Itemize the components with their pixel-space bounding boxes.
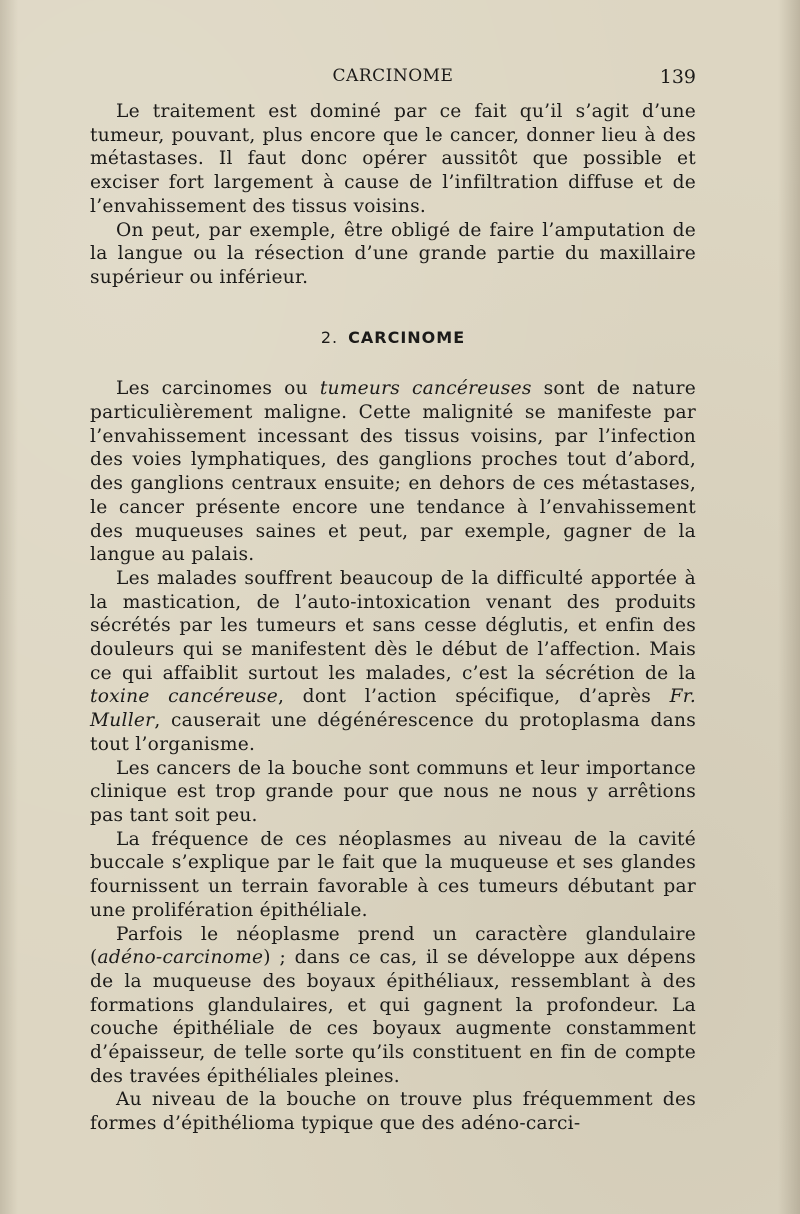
author-fr-muller: Fr. Muller <box>90 686 696 732</box>
paragraph-malades: Les malades souffrent beaucoup de la difficulté apportée à la mastication, de l’auto-intoxication venant des produits sécrétés par les tumeurs et sans cesse déglutis, et enfin des douleurs qui se manifestent dès le début de l’affection. Mais ce qui affaiblit surtout les malades, c’est la sécrétion de la toxine cancéreuse, dont l’action spécifique, d’après Fr. Muller, causerait une dégénérescence du protoplasma dans tout l’organisme. <box>90 567 696 755</box>
section-number: 2. <box>320 327 339 347</box>
term-adeno-carcinome: adéno-carcinome <box>97 947 264 969</box>
page-body <box>90 100 696 1136</box>
paragraph-amputation: On peut, par exemple, être obligé de faire l’amputation de la langue ou la résection d’une grande partie du maxillaire supérieur ou inférieur. <box>90 219 696 288</box>
section-heading <box>90 326 696 350</box>
running-title: CARCINOME <box>332 66 454 86</box>
term-toxine-cancereuse: toxine cancéreuse <box>90 686 278 708</box>
running-head <box>90 66 696 90</box>
paragraph-adeno-carcinome: Parfois le néoplasme prend un caractère glandulaire (adéno-carcinome) ; dans ce cas, il se développe aux dépens de la muqueuse des boyaux épithéliaux, ressemblant à des formations glandulaires, et qui gagnent la profondeur. La couche épithéliale de ces boyaux augmente constamment d’épaisseur, de telle sorte qu’ils constituent en fin de compte des travées épithéliales pleines. <box>90 923 696 1087</box>
paragraph-treatment: Le traitement est dominé par ce fait qu’il s’agit d’une tumeur, pouvant, plus encore que le cancer, donner lieu à des métastases. Il faut donc opérer aussitôt que possible et exciser fort largement à cause de l’infiltration diffuse et de l’envahissement des tissus voisins. <box>90 101 696 217</box>
page-number: 139 <box>659 66 696 88</box>
page-edge-shadow-right <box>778 0 800 1214</box>
paragraph-frequence: La fréquence de ces néoplasmes au niveau de la cavité buccale s’explique par le fait que la muqueuse et ses glandes fournissent un terrain favorable à ces tumeurs débutant par une prolifération épithéliale. <box>90 828 696 921</box>
section-title: CARCINOME <box>348 327 466 347</box>
page-edge-shadow-left <box>0 0 18 1214</box>
paragraph-carcinomes: Les carcinomes ou tumeurs cancéreuses sont de nature particulièrement maligne. Cette malignité se manifeste par l’envahissement incessant des tissus voisins, par l’infection des voies lymphatiques, des ganglions proches tout d’abord, des ganglions centraux ensuite; en dehors de ces métastases, le cancer présente encore une tendance à l’envahissement des muqueuses saines et peut, par exemple, gagner de la langue au palais. <box>90 378 697 566</box>
term-tumeurs-cancereuses: tumeurs cancéreuses <box>319 378 532 400</box>
paragraph-cancers-bouche: Les cancers de la bouche sont communs et leur importance clinique est trop grande pour que nous ne nous y arrêtions pas tant soit peu. <box>90 757 696 826</box>
paragraph-epithelioma: Au niveau de la bouche on trouve plus fréquemment des formes d’épithélioma typique que des adéno-carci- <box>90 1089 696 1135</box>
